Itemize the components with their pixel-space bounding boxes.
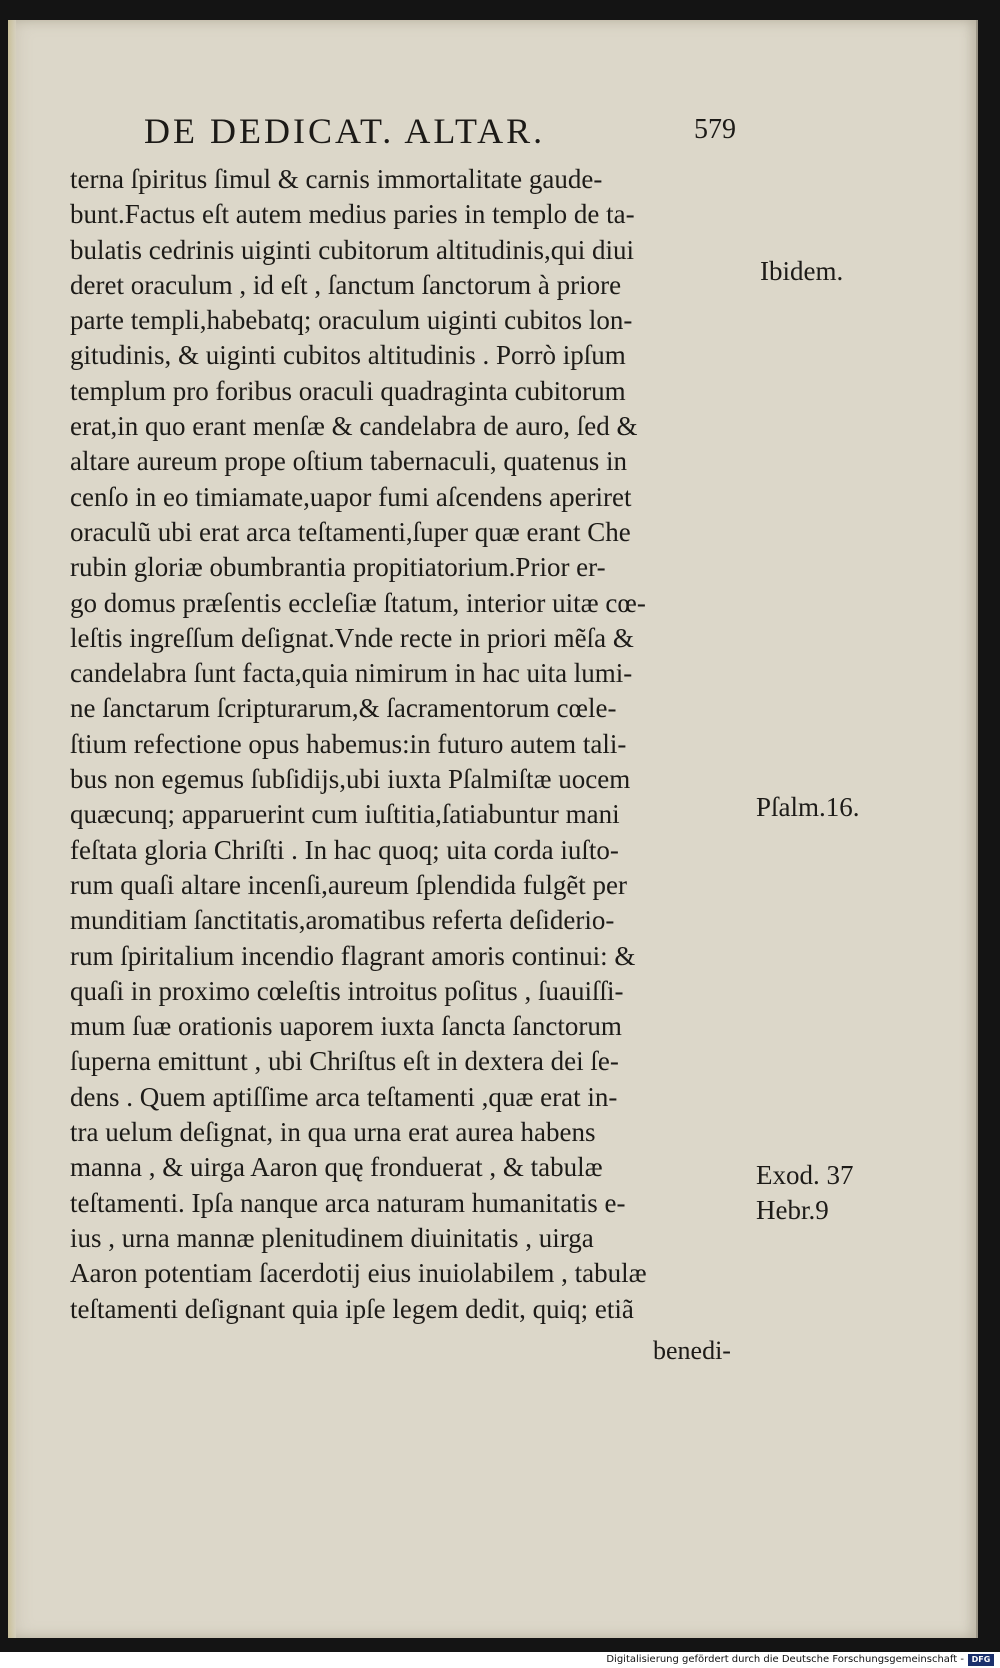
text-line: rubin gloriæ obumbrantia propitiatorium.Prior er- xyxy=(70,552,606,583)
text-line: bus non egemus ſubſidijs,ubi iuxta Pſalmiſtæ uocem xyxy=(70,764,631,795)
text-line: rum ſpiritalium incendio flagrant amoris continui: & xyxy=(70,940,636,971)
text-line: terna ſpiritus ſimul & carnis immortalitate gaude- xyxy=(70,164,603,194)
catchword: benedi- xyxy=(653,1336,731,1365)
text-line: go domus præſentis eccleſiæ ſtatum, interior uitæ cœ- xyxy=(70,587,646,618)
text-line: munditiam ſanctitatis,aromatibus referta deſiderio- xyxy=(70,905,615,936)
margin-note-ibidem: Ibidem. xyxy=(760,256,844,286)
text-line: ius , urna mannæ plenitudinem diuinitatis , uirga xyxy=(70,1222,594,1253)
text-line: bulatis cedrinis uiginti cubitorum altitudinis,qui diui xyxy=(70,234,634,265)
text-line: tra uelum deſignat, in qua urna erat aurea habens xyxy=(70,1117,596,1148)
text-line: dens . Quem aptiſſime arca teſtamenti ,quæ erat in- xyxy=(70,1081,618,1112)
text-line: ne ſanctarum ſcripturarum,& ſacramentorum cœle- xyxy=(70,693,617,724)
dfg-logo-icon: DFG xyxy=(968,1654,994,1666)
text-line: mum ſuæ orationis uaporem iuxta ſancta ſanctorum xyxy=(70,1011,622,1042)
text-line: rum quaſi altare incenſi,aureum ſplendida fulgẽt per xyxy=(70,869,628,900)
text-line: templum pro foribus oraculi quadraginta cubitorum xyxy=(70,375,626,406)
margin-note-exod: Exod. 37 xyxy=(756,1160,854,1190)
body-text xyxy=(70,162,790,1327)
text-line: oraculũ ubi erat arca teſtamenti,ſuper quæ erant Che xyxy=(70,516,631,547)
text-line: parte templi,habebatq; oraculum uiginti cubitos lon- xyxy=(70,305,633,336)
text-line: quaſi in proximo cœleſtis introitus poſitus , ſuauiſſi- xyxy=(70,975,624,1006)
text-line: leſtis ingreſſum deſignat.Vnde recte in priori mẽſa & xyxy=(70,622,634,653)
text-line: deret oraculum , id eſt , ſanctum ſanctorum à priore xyxy=(70,269,622,300)
text-line: candelabra ſunt facta,quia nimirum in hac uita lumi- xyxy=(70,658,633,689)
text-line: Aaron potentiam ſacerdotij eius inuiolabilem , tabulæ xyxy=(70,1258,647,1289)
running-head-title: DE DEDICAT. ALTAR. xyxy=(144,111,546,151)
text-line: altare aureum prope oſtium tabernaculi, quatenus in xyxy=(70,446,628,477)
funding-credit: Digitalisierung gefördert durch die Deutsche Forschungsgemeinschaft - xyxy=(606,1654,964,1665)
text-line: bunt.Factus eſt autem medius paries in templo de ta- xyxy=(70,199,635,230)
page-number: 579 xyxy=(694,114,736,145)
book-page xyxy=(8,20,978,1638)
text-line: teſtamenti. Ipſa nanque arca naturam humanitatis e- xyxy=(70,1187,626,1218)
text-line: ſtium refectione opus habemus:in futuro autem tali- xyxy=(70,728,627,759)
text-line: manna , & uirga Aaron quę fronduerat , & tabulæ xyxy=(70,1152,603,1183)
text-line: quæcunq; apparuerint cum iuſtitia,ſatiabuntur mani xyxy=(70,799,620,830)
text-line: cenſo in eo timiamate,uapor fumi aſcendens aperiret xyxy=(70,481,632,512)
footer-bar xyxy=(0,1652,1000,1668)
text-line: feſtata gloria Chriſti . In hac quoq; uita corda iuſto- xyxy=(70,834,619,865)
text-line: ſuperna emittunt , ubi Chriſtus eſt in dextera dei ſe- xyxy=(70,1046,619,1077)
text-line: gitudinis, & uiginti cubitos altitudinis . Porrò ipſum xyxy=(70,340,626,371)
text-line: teſtamenti deſignant quia ipſe legem dedit, quiq; etiã xyxy=(70,1293,634,1324)
margin-note-psalm: Pſalm.16. xyxy=(756,792,860,822)
running-head xyxy=(140,110,740,160)
margin-note-hebr: Hebr.9 xyxy=(756,1195,829,1225)
text-line: erat,in quo erant menſæ & candelabra de auro, ſed & xyxy=(70,411,638,442)
